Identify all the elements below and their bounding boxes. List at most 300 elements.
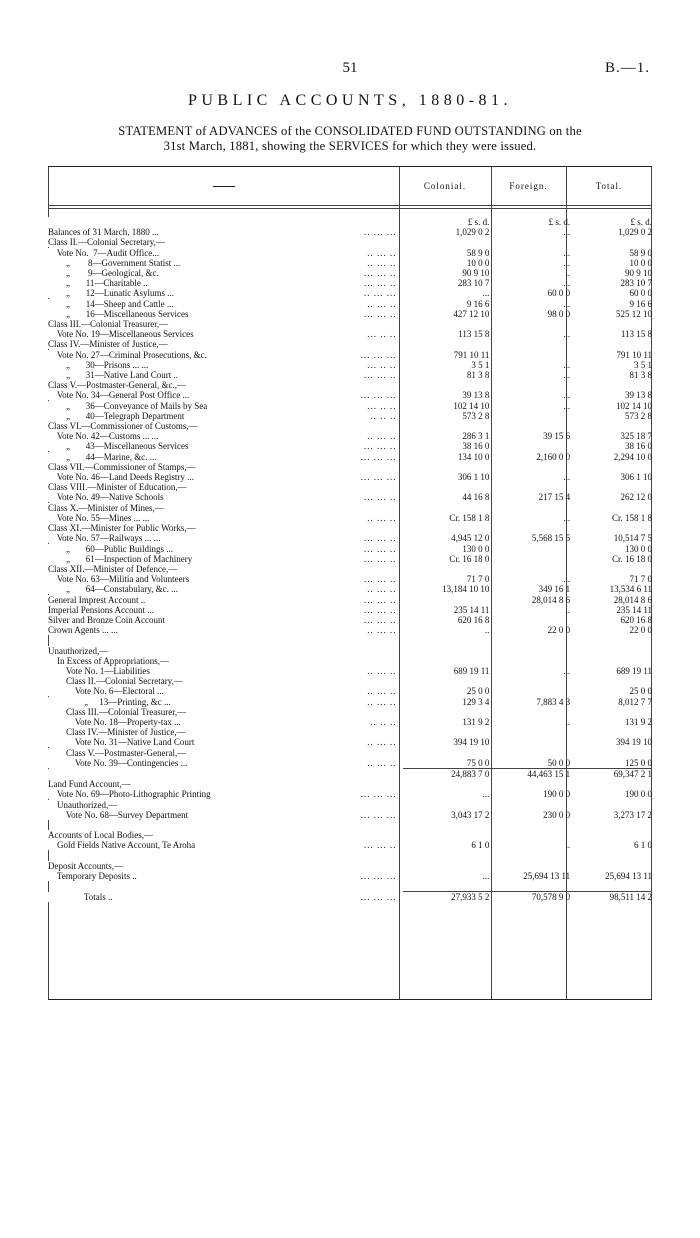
foreign-value: ... (563, 512, 571, 523)
total-value: 6 1 0 (634, 840, 652, 851)
foreign-value (489, 411, 570, 421)
total-value: 3 5 1 (634, 359, 652, 370)
row-label (48, 299, 403, 309)
total-value (570, 707, 652, 717)
row-label-text: General Imprest Account .. (48, 594, 146, 605)
foreign-value (489, 441, 570, 451)
row-label-text: Vote No. 57—Railways ... ... (48, 533, 161, 544)
colonial-value (403, 707, 490, 717)
foreign-value: ... (563, 278, 571, 289)
total-value: 689 19 11 (616, 665, 652, 676)
row-label (48, 800, 403, 810)
colonial-value: 1,029 0 2 (455, 227, 490, 238)
header-dash (213, 186, 235, 187)
table-row (48, 768, 652, 779)
total-value: 791 10 11 (616, 349, 652, 360)
colonial-value: 39 13 8 (462, 390, 490, 401)
table-row (48, 666, 652, 676)
row-label-text: Vote No. 63—Militia and Volunteers (48, 574, 190, 585)
row-label (48, 513, 403, 523)
document-reference: B.—1. (604, 60, 650, 76)
row-label (48, 615, 403, 625)
row-label-text: Class III.—Colonial Treasurer,— (48, 706, 187, 717)
colonial-value: 131 9 2 (462, 716, 490, 727)
table-row (48, 871, 652, 881)
table-row (48, 584, 652, 594)
row-label-text: „ 60—Public Buildings ... (48, 543, 174, 554)
total-value: 1,029 0 2 (618, 227, 652, 238)
table-row (48, 851, 652, 861)
total-value (570, 881, 652, 892)
table-row (48, 789, 652, 799)
table-row (48, 830, 652, 840)
foreign-value (489, 820, 570, 830)
foreign-value (489, 339, 570, 349)
colonial-value (403, 779, 490, 789)
leader-dots: .. ... .. (367, 686, 397, 697)
row-label-text: Accounts of Local Bodies,— (48, 830, 153, 841)
leader-dots: .. ... .. (367, 584, 397, 595)
colonial-value: 25 0 0 (466, 686, 490, 697)
colonial-value: 394 19 10 (453, 737, 490, 748)
foreign-value (489, 707, 570, 717)
total-value: 13,534 6 11 (609, 584, 652, 595)
row-label (48, 268, 403, 278)
row-label-text: Class VIII.—Minister of Education,— (48, 482, 187, 493)
leader-dots: ... ... ... (360, 349, 397, 360)
foreign-value (489, 656, 570, 666)
leader-dots: ... ... .. (364, 840, 397, 851)
row-label (48, 820, 403, 830)
colonial-value: 573 2 8 (462, 410, 490, 421)
colonial-value: 113 15 8 (458, 329, 490, 340)
row-label (48, 861, 403, 871)
foreign-value: 2,160 0 0 (536, 451, 571, 462)
colonial-value (403, 646, 490, 656)
total-value (570, 635, 652, 645)
total-value (570, 319, 652, 329)
foreign-value (489, 727, 570, 737)
table-row (48, 309, 652, 319)
row-label (48, 360, 403, 370)
table-row (48, 840, 652, 850)
table-row (48, 227, 652, 237)
row-label-text: Class IV.—Minister of Justice,— (48, 727, 186, 738)
total-value: 10,514 7 5 (613, 533, 652, 544)
row-label (48, 737, 403, 747)
row-label (48, 554, 403, 564)
row-label-text: „ 13—Printing, &c ... (48, 696, 171, 707)
colonial-value: 10 0 0 (466, 257, 490, 268)
table-row (48, 370, 652, 380)
row-label (48, 840, 403, 850)
foreign-value (489, 503, 570, 513)
total-value: 81 3 8 (629, 370, 652, 381)
row-label (48, 462, 403, 472)
row-label (48, 390, 403, 400)
leader-dots: .. ... .. (367, 298, 397, 309)
row-label (48, 697, 403, 707)
statement-line-2: 31st March, 1881, showing the SERVICES for which they were issued. (163, 139, 537, 153)
colonial-value: Cr. 158 1 8 (449, 512, 490, 523)
table-row (48, 533, 652, 543)
colonial-value (403, 503, 490, 513)
table-row (48, 810, 652, 820)
row-label-text: Class III.—Colonial Treasurer,— (48, 319, 169, 330)
colonial-value: 129 3 4 (462, 696, 490, 707)
row-label (48, 871, 403, 881)
row-label-text: „ 14—Sheep and Cattle ... (48, 298, 174, 309)
row-label-text: Vote No. 1—Liabilities (48, 665, 150, 676)
foreign-value: ... (563, 359, 571, 370)
colonial-value (403, 830, 490, 840)
row-label (48, 707, 403, 717)
row-label-text: Silver and Bronze Coin Account (48, 614, 165, 625)
page-title: PUBLIC ACCOUNTS, 1880-81. (187, 92, 513, 109)
table-row (48, 605, 652, 615)
table-row (48, 380, 652, 390)
foreign-value (489, 237, 570, 247)
table-row (48, 268, 652, 278)
row-label (48, 881, 403, 892)
colonial-value: 286 3 1 (462, 431, 490, 442)
row-label-text: Crown Agents ... ... (48, 625, 118, 636)
statement-line-1: STATEMENT of ADVANCES of the CONSOLIDATED FUND OUTSTANDING on the (118, 124, 582, 138)
row-label (48, 370, 403, 380)
table-row (48, 615, 652, 625)
row-label-text: „ 8—Government Statist ... (48, 257, 181, 268)
table-row (48, 503, 652, 513)
row-label-text: „ 31—Native Land Court .. (48, 370, 178, 381)
total-value (570, 462, 652, 472)
foreign-value (489, 482, 570, 492)
foreign-value (489, 523, 570, 533)
leader-dots: .. ... .. (367, 431, 397, 442)
row-label-text: „ 11—Charitable .. (48, 278, 148, 289)
foreign-value: 349 16 1 (538, 584, 571, 595)
row-label (48, 656, 403, 666)
colonial-value (403, 421, 490, 431)
leader-dots: ... ... .. (364, 533, 397, 544)
table-row (48, 329, 652, 339)
total-value: 525 12 10 (616, 308, 652, 319)
foreign-value (489, 800, 570, 810)
row-label-text: Class VII.—Commissioner of Stamps,— (48, 461, 196, 472)
total-value (570, 676, 652, 686)
row-label-text: Unauthorized,— (48, 645, 109, 656)
row-label (48, 533, 403, 543)
row-label (48, 411, 403, 421)
foreign-value: ... (563, 574, 571, 585)
table-row (48, 288, 652, 298)
row-label (48, 717, 403, 727)
colonial-value: ... (482, 288, 490, 299)
foreign-value: 5,568 15 5 (531, 533, 571, 544)
table-row (48, 523, 652, 533)
leader-dots: ... ... .. (364, 614, 397, 625)
row-label-text: Vote No. 31—Native Land Court (48, 737, 195, 748)
row-label-text: Land Fund Account,— (48, 779, 131, 790)
row-label (48, 452, 403, 462)
colonial-value (403, 861, 490, 871)
total-value: 620 16 8 (620, 614, 652, 625)
leader-dots: .. .. .. (370, 410, 397, 421)
table-row (48, 800, 652, 810)
advances-table (48, 166, 652, 1000)
total-value: 38 16 0 (625, 441, 652, 452)
leader-dots: ... .. .. (367, 359, 397, 370)
row-label-text: Vote No. 39—Contingencies ... (48, 758, 188, 768)
total-value: 8,012 7 7 (618, 696, 652, 707)
total-value (570, 800, 652, 810)
foreign-value: .. (565, 716, 571, 727)
foreign-value (489, 646, 570, 656)
total-value: 306 1 10 (620, 472, 652, 483)
total-value (570, 237, 652, 247)
table-row (48, 350, 652, 360)
total-value: 98,511 14 2 (570, 892, 652, 903)
foreign-value (489, 564, 570, 574)
table-row (48, 676, 652, 686)
foreign-value: ... (563, 227, 571, 238)
total-value: 125 0 0 (625, 757, 652, 768)
total-value (570, 861, 652, 871)
row-label (48, 339, 403, 349)
total-value (570, 421, 652, 431)
table-row (48, 411, 652, 421)
foreign-value (489, 737, 570, 747)
foreign-value: 39 15 6 (543, 431, 571, 442)
row-label (48, 830, 403, 840)
row-label-text: „ 64—Constabulary, &c. ... (48, 584, 178, 595)
row-label (48, 789, 403, 799)
foreign-value: 217 15 4 (538, 492, 571, 503)
total-value: 190 0 0 (625, 789, 652, 800)
foreign-value: 70,578 9 0 (489, 892, 570, 903)
leader-dots: ... ... .. (364, 278, 397, 289)
total-value: 573 2 8 (625, 410, 652, 421)
total-value (570, 727, 652, 737)
foreign-value: 28,014 8 6 (531, 594, 571, 605)
row-label-text: Imperial Pensions Account ... (48, 604, 154, 615)
total-value (570, 779, 652, 789)
table-row (48, 707, 652, 717)
foreign-value: ... (563, 329, 571, 340)
total-value (570, 820, 652, 830)
table-row (48, 441, 652, 451)
colonial-value (403, 820, 490, 830)
foreign-value (489, 380, 570, 390)
row-label (48, 401, 403, 411)
leader-dots: ... ... .. (364, 370, 397, 381)
leader-dots: ... ... .. (364, 553, 397, 564)
colonial-value: 13,184 10 10 (442, 584, 490, 595)
leader-dots: .. ... .. (367, 625, 397, 636)
table-row (48, 758, 652, 769)
colonial-value: 44 16 8 (462, 492, 490, 503)
row-label (48, 482, 403, 492)
foreign-value (489, 861, 570, 871)
colonial-value: 134 10 0 (457, 451, 490, 462)
table-row (48, 248, 652, 258)
total-value (570, 503, 652, 513)
total-value: 90 9 10 (625, 268, 652, 279)
row-label-text: Class V.—Postmaster-General, &c.,— (48, 380, 186, 391)
foreign-value: .. (565, 604, 571, 615)
colonial-value (403, 380, 490, 390)
total-value: 25 0 0 (629, 686, 652, 697)
colonial-value: 3 5 1 (471, 359, 490, 370)
table-row (48, 258, 652, 268)
colonial-value (403, 635, 490, 645)
row-label-text: In Excess of Appropriations,— (48, 655, 169, 666)
row-label (48, 574, 403, 584)
total-value: 283 10 7 (620, 278, 652, 289)
colonial-value: ... (482, 870, 490, 881)
row-label-text: Vote No. 55—Mines ... ... (48, 512, 150, 523)
table-row (48, 452, 652, 462)
foreign-value: ... (563, 390, 571, 401)
row-label (48, 492, 403, 502)
row-label-text: Class IV.—Minister of Justice,— (48, 339, 168, 350)
table-row (48, 635, 652, 645)
row-label-text: Gold Fields Native Account, Te Aroha (48, 840, 196, 851)
table-row (48, 554, 652, 564)
row-label (48, 758, 403, 769)
table-row (48, 299, 652, 309)
total-value (570, 482, 652, 492)
total-value: 131 9 2 (625, 716, 652, 727)
foreign-value: .. (565, 840, 571, 851)
table-row (48, 217, 652, 227)
colonial-value (403, 237, 490, 247)
total-value: 22 0 0 (629, 625, 652, 636)
table-row (48, 472, 652, 482)
row-label (48, 779, 403, 789)
row-label (48, 686, 403, 696)
row-label-text: „ 30—Prisons ... ... (48, 359, 149, 370)
row-label (48, 810, 403, 820)
total-value: 9 16 6 (629, 298, 652, 309)
foreign-value: ... (563, 370, 571, 381)
row-label (48, 258, 403, 268)
table-row (48, 431, 652, 441)
total-value: 39 13 8 (625, 390, 652, 401)
leader-dots: ... ... .. (364, 604, 397, 615)
table-row (48, 686, 652, 696)
row-label (48, 319, 403, 329)
row-label-text (48, 769, 50, 779)
row-label-text: „ 9—Geological, &c. (48, 268, 159, 279)
table-row (48, 339, 652, 349)
table-row (48, 881, 652, 892)
colonial-value: 38 16 0 (462, 441, 490, 452)
table-row (48, 237, 652, 247)
colonial-value: 81 3 8 (466, 370, 490, 381)
foreign-value: 7,883 4 3 (536, 696, 571, 707)
foreign-value (489, 686, 570, 696)
row-label (48, 523, 403, 533)
row-label-text: Vote No. 7—Audit Office... (48, 247, 159, 258)
row-label-text: Class XII.—Minister of Defence,— (48, 563, 178, 574)
table-row (48, 390, 652, 400)
colonial-value (403, 339, 490, 349)
leader-dots: ... ... ... (360, 891, 397, 902)
total-value: Cr. 158 1 8 (611, 512, 652, 523)
row-label-text (48, 217, 50, 227)
leader-dots: .. ... .. (367, 696, 397, 707)
colonial-value: 27,933 5 2 (403, 892, 490, 903)
foreign-value: ... (563, 257, 571, 268)
foreign-value (489, 851, 570, 861)
row-label (48, 676, 403, 686)
colonial-value: 102 14 10 (453, 400, 490, 411)
total-value: 113 15 8 (620, 329, 652, 340)
total-value: 58 9 0 (629, 247, 652, 258)
table-row (48, 727, 652, 737)
row-label-text: Class V.—Postmaster-General,— (48, 747, 187, 758)
colonial-value: £ s. d. (467, 217, 490, 227)
foreign-value: £ s. d. (548, 217, 571, 227)
row-label-text: Totals .. (48, 892, 113, 903)
foreign-value (489, 748, 570, 758)
foreign-value: ... (563, 665, 571, 676)
table-row (48, 646, 652, 656)
foreign-value: .. (565, 268, 571, 279)
row-label (48, 380, 403, 390)
row-label (48, 892, 403, 903)
row-label-text: „ 40—Telegraph Department (48, 410, 185, 421)
table-row (48, 492, 652, 502)
total-value: 235 14 11 (616, 604, 652, 615)
row-label (48, 237, 403, 247)
row-label (48, 350, 403, 360)
row-label (48, 595, 403, 605)
colonial-value: 9 16 6 (466, 298, 490, 309)
table-row (48, 401, 652, 411)
page-number: 51 (342, 60, 358, 76)
foreign-value (489, 635, 570, 645)
colonial-value (403, 748, 490, 758)
row-label (48, 472, 403, 482)
colonial-value (403, 656, 490, 666)
foreign-value (489, 615, 570, 625)
row-label (48, 727, 403, 737)
leader-dots: ... ... .. (364, 543, 397, 554)
table-row (48, 462, 652, 472)
row-label (48, 248, 403, 258)
table-row (48, 656, 652, 666)
colonial-value: 791 10 11 (453, 349, 490, 360)
row-label-text: „ 16—Miscellaneous Services (48, 308, 189, 319)
leader-dots: .. ... ... (364, 227, 397, 238)
total-value: 2,294 10 0 (613, 451, 652, 462)
row-label-text: „ 12—Lunatic Asylums ... (48, 288, 174, 299)
row-label-text: „ 44—Marine, &c. ... (48, 451, 157, 462)
total-value: 69,347 2 1 (570, 768, 652, 779)
table-row (48, 737, 652, 747)
row-label (48, 748, 403, 758)
colonial-value: 130 0 0 (462, 543, 490, 554)
colonial-value: Cr. 16 18 0 (449, 553, 490, 564)
total-value (570, 851, 652, 861)
colonial-value: 71 7 0 (466, 574, 490, 585)
leader-dots: ... ... .. (364, 492, 397, 503)
leader-dots: .. ... .. (367, 665, 397, 676)
total-value (570, 380, 652, 390)
leader-dots: .. ... .. (367, 737, 397, 748)
row-label-text: Class VI.—Commissioner of Customs,— (48, 421, 198, 432)
